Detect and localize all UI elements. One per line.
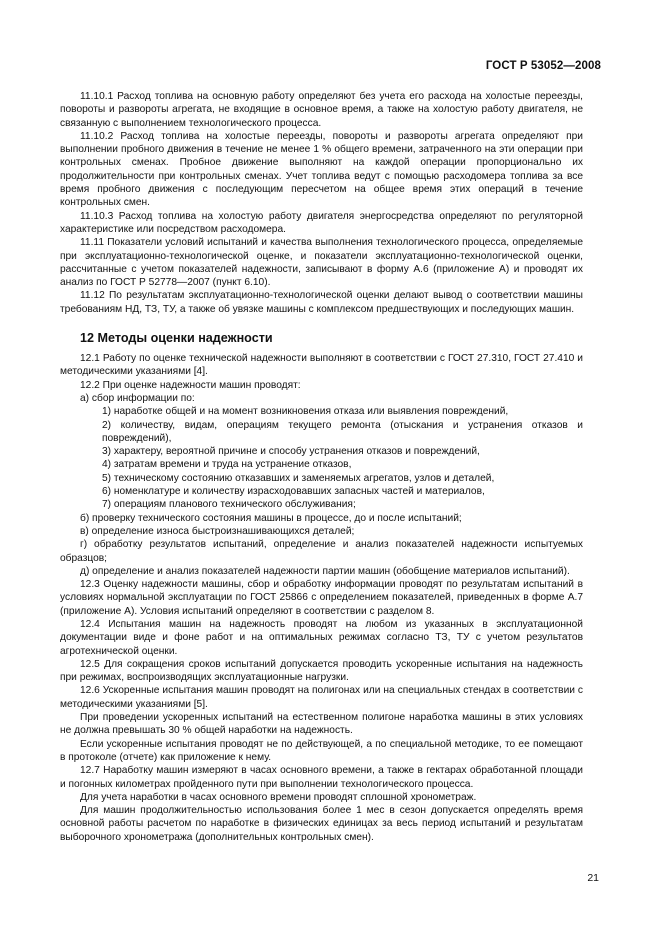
list-item-d: д) определение и анализ показателей надежности партии машин (обобщение материалов испытаний). [80, 565, 570, 577]
page-number: 21 [587, 872, 599, 884]
paragraph-11-10-3: 11.10.3 Расход топлива на холостую работу двигателя энергосредства определяют по регуляторной характеристике или посредством расходомера. [60, 210, 583, 235]
list-subitem-2: 2) количеству, видам, операциям текущего ремонта (отыскания и устранения отказов и повреждений), [102, 419, 583, 444]
paragraph-11-12: 11.12 По результатам эксплуатационно-технологической оценки делают вывод о соответствии машины требованиям НД, ТЗ, ТУ, а также об увязке машины с комплексом предшествующих и последующих машин. [60, 290, 583, 315]
paragraph-12-2: 12.2 При оценке надежности машин проводят: [80, 379, 301, 391]
list-item-v: в) определение износа быстроизнашивающихся деталей; [80, 525, 355, 537]
list-item-a: а) сбор информации по: [80, 392, 195, 404]
paragraph-12-7-b: Для учета наработки в часах основного времени проводят сплошной хронометраж. [80, 791, 477, 803]
paragraph-12-6: 12.6 Ускоренные испытания машин проводят на полигонах или на специальных стендах в соответствии с методическими указаниями [5]. [60, 685, 583, 710]
paragraph-11-10-2: 11.10.2 Расход топлива на холостые переезды, повороты и развороты агрегата определяют при выполнении пробного движения в течение не менее 1 % общего времени, затраченного на эти операции при контрольных сменах. Пробное движение выполняют на каждой операции пропорционально их продолжительности при контрольных сменах. Учет топлива ведут с помощью расходомера топлива за все время пробного движения с последующим пересчетом на общее время этих операций в течение контрольных смен. [60, 130, 583, 209]
paragraph-12-7-c: Для машин продолжительностью использования более 1 мес в сезон допускается определять время основной работы расчетом по наработке в физических единицах за весь период испытаний и результатам выборочного хронометража (дополнительных контрольных смен). [60, 805, 583, 843]
paragraph-12-5: 12.5 Для сокращения сроков испытаний допускается проводить ускоренные испытания на надежность при режимах, воспроизводящих эксплуатационные нагрузки. [60, 658, 583, 684]
paragraph-12-7: 12.7 Наработку машин измеряют в часах основного времени, а также в гектарах обработанной площади и погонных километрах пройденного пути при выполнении технологического процесса. [60, 765, 583, 790]
list-subitem-4: 4) затратам времени и труда на устранение отказов, [102, 459, 352, 471]
paragraph-12-6-c: Если ускоренные испытания проводят не по действующей, а по специальной методике, то ее помещают в протоколе (отчете) как приложение к нему. [60, 738, 583, 763]
list-subitem-7: 7) операциям планового технического обслуживания; [102, 499, 356, 511]
list-item-g: г) обработку результатов испытаний, определение и анализ показателей надежности испытуемых образцов; [60, 539, 583, 564]
list-subitem-1: 1) наработке общей и на момент возникновения отказа или выявления повреждений, [102, 406, 509, 418]
document-id-header: ГОСТ Р 53052—2008 [485, 60, 601, 72]
paragraph-12-3: 12.3 Оценку надежности машины, сбор и обработку информации проводят по результатам испытаний в условиях нормальной эксплуатации по ГОСТ 25866 с определением показателей, приведенных в форме А.7 (приложение А). Условия испытаний определяют в соответствии с разделом 8. [60, 579, 583, 617]
paragraph-12-4: 12.4 Испытания машин на надежность проводят на любом из указанных в эксплуатационной документации виде и фоне работ и на оптимальных режимах согласно ТЗ, ТУ с учетом результатов агротехнической оценки. [60, 618, 583, 657]
paragraph-11-11: 11.11 Показатели условий испытаний и качества выполнения технологического процесса, определяемые при эксплуатационно-технологической оценке, и показатели эксплуатационно-технологической оценки, рассчитанные с учетом показателей надежности, записывают в форму А.6 (приложение А) и проводят их анализ по ГОСТ Р 52778—2007 (пункт 6.10). [60, 237, 583, 289]
list-item-b: б) проверку технического состояния машины в процессе, до и после испытаний; [80, 512, 462, 524]
document-body [60, 90, 583, 844]
paragraph-12-6-b: При проведении ускоренных испытаний на естественном полигоне наработка машины в этих условиях не должна превышать 30 % общей наработки на надежность. [60, 712, 583, 737]
section-12-title: 12 Методы оценки надежности [80, 331, 273, 346]
list-subitem-5: 5) техническому состоянию отказавших и заменяемых агрегатов, узлов и деталей, [102, 472, 495, 484]
list-subitem-3: 3) характеру, вероятной причине и способу устранения отказов и повреждений, [102, 446, 480, 458]
paragraph-12-1: 12.1 Работу по оценке технической надежности выполняют в соответствии с ГОСТ 27.310, ГОСТ 27.410 и методическими указаниями [4]. [60, 353, 583, 378]
list-subitem-6: 6) номенклатуре и количеству израсходовавших запасных частей и материалов, [102, 486, 485, 498]
paragraph-11-10-1: 11.10.1 Расход топлива на основную работу определяют без учета его расхода на холостые переезды, повороты и развороты агрегата, не входящие в основное время, а также на холостую работу двигателя, не связанную с выполнением технологического процесса. [60, 91, 583, 129]
